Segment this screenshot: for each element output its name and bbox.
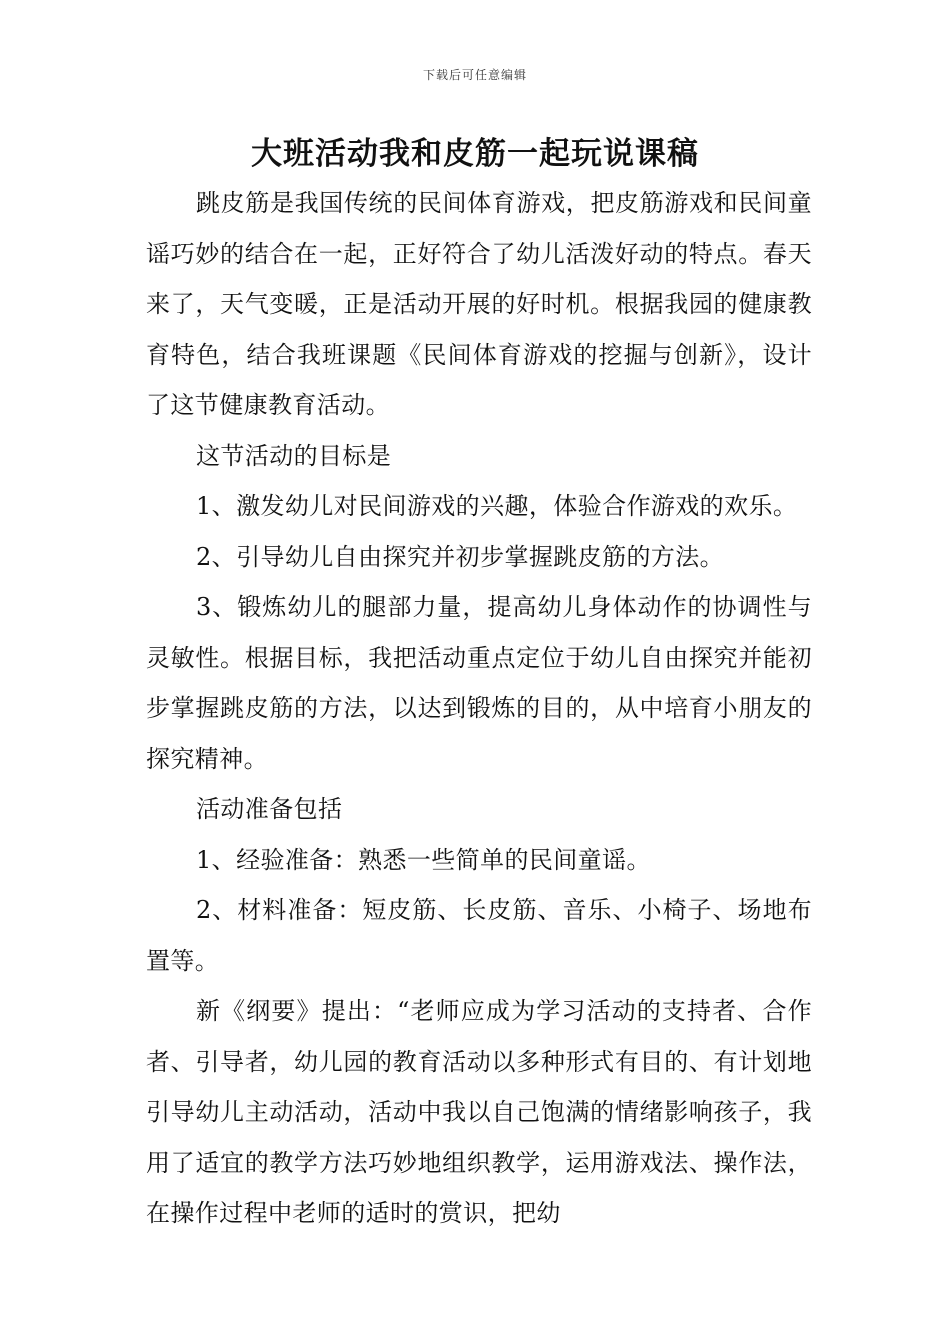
- document-body: [146, 178, 812, 1239]
- header-note: 下载后可任意编辑: [422, 68, 527, 82]
- paragraph-goals-heading: 这节活动的目标是: [196, 441, 392, 470]
- page-title: 大班活动我和皮筋一起玩说课稿: [251, 136, 699, 172]
- paragraph-goal-1: 1、激发幼儿对民间游戏的兴趣，体验合作游戏的欢乐。: [196, 492, 798, 520]
- paragraph-prep-heading: 活动准备包括: [196, 795, 343, 823]
- paragraph-prep-2: 2、材料准备：短皮筋、长皮筋、音乐、小椅子、场地布置等。: [146, 896, 812, 975]
- paragraph-prep-1: 1、经验准备：熟悉一些简单的民间童谣。: [196, 845, 651, 874]
- paragraph-goal-2: 2、引导幼儿自由探究并初步掌握跳皮筋的方法。: [196, 542, 725, 571]
- paragraph-intro: 跳皮筋是我国传统的民间体育游戏，把皮筋游戏和民间童谣巧妙的结合在一起，正好符合了幼儿活泼好动的特点。春天来了，天气变暖，正是活动开展的好时机。根据我园的健康教育特色，结合我班课题《民间体育游戏的挖掘与创新》，设计了这节健康教育活动。: [146, 189, 812, 419]
- paragraph-goal-3: 3、锻炼幼儿的腿部力量，提高幼儿身体动作的协调性与灵敏性。根据目标，我把活动重点定位于幼儿自由探究并能初步掌握跳皮筋的方法，以达到锻炼的目的，从中培育小朋友的探究精神。: [146, 593, 812, 773]
- paragraph-guideline: 新《纲要》提出：“老师应成为学习活动的支持者、合作者、引导者，幼儿园的教育活动以多种形式有目的、有计划地引导幼儿主动活动，活动中我以自己饱满的情绪影响孩子，我用了适宜的教学方法巧妙地组织教学，运用游戏法、操作法，在操作过程中老师的适时的赏识，把幼: [146, 997, 812, 1227]
